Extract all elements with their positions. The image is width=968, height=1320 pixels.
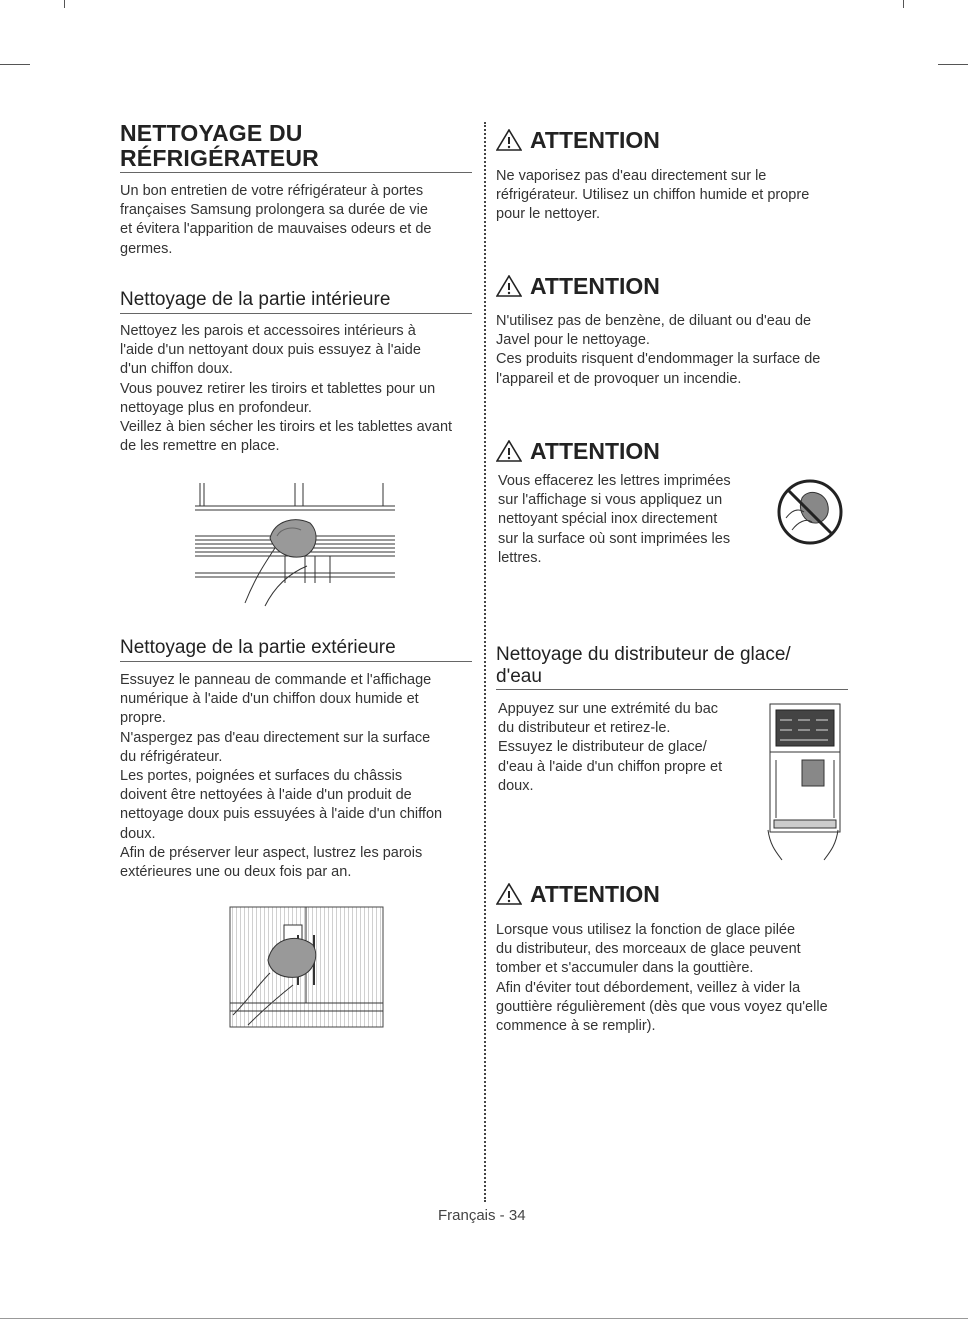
- attention-line: nettoyant spécial inox directement: [498, 511, 718, 528]
- attention-line: tomber et s'accumuler dans la gouttière.: [496, 960, 754, 977]
- attention-heading-4: [496, 880, 660, 908]
- exterior-line: du réfrigérateur.: [120, 748, 223, 765]
- attention-line: réfrigérateur. Utilisez un chiffon humide et propre: [496, 187, 810, 204]
- exterior-line: nettoyage doux puis essuyées à l'aide d'un chiffon: [120, 806, 443, 823]
- intro-line: françaises Samsung prolongera sa durée de vie: [120, 202, 428, 219]
- exterior-line: numérique à l'aide d'un chiffon doux humide et: [120, 691, 419, 708]
- dispenser-line: du distributeur et retirez-le.: [498, 720, 671, 737]
- exterior-cleaning-illustration: [228, 905, 388, 1030]
- intro-line: et évitera l'apparition de mauvaises odeurs et de: [120, 221, 432, 238]
- page-number: Français - 34: [438, 1207, 526, 1224]
- interior-line: Veillez à bien sécher les tiroirs et les tablettes avant: [120, 419, 453, 436]
- warning-triangle-icon: [496, 440, 522, 462]
- dispenser-line: Essuyez le distributeur de glace/: [498, 739, 707, 756]
- column-divider: [484, 122, 486, 1202]
- attention-line: Ne vaporisez pas d'eau directement sur le: [496, 168, 767, 184]
- exterior-heading: Nettoyage de la partie extérieure: [120, 637, 396, 658]
- section-title: [120, 121, 470, 171]
- intro-line: germes.: [120, 240, 173, 257]
- attention-line: gouttière régulièrement (dès que vous voyez qu'elle: [496, 998, 828, 1015]
- attention-text-3: [498, 472, 768, 568]
- attention-line: N'utilisez pas de benzène, de diluant ou d'eau de: [496, 313, 812, 329]
- dispenser-heading: [496, 644, 856, 688]
- exterior-line: doivent être nettoyées à l'aide d'un produit de: [120, 787, 412, 804]
- attention-line: Vous effacerez les lettres imprimées: [498, 473, 731, 489]
- crop-mark-right: [938, 64, 968, 65]
- attention-line: Javel pour le nettoyage.: [496, 332, 650, 349]
- attention-heading-3: [496, 437, 660, 465]
- attention-line: pour le nettoyer.: [496, 206, 600, 223]
- warning-triangle-icon: [496, 129, 522, 151]
- exterior-line: propre.: [120, 710, 166, 727]
- attention-label: ATTENTION: [530, 881, 660, 907]
- interior-heading: Nettoyage de la partie intérieure: [120, 289, 391, 310]
- title-rule: [120, 172, 472, 173]
- attention-text-2: [496, 312, 856, 389]
- interior-line: nettoyage plus en profondeur.: [120, 399, 312, 416]
- attention-line: lettres.: [498, 549, 542, 566]
- attention-heading-2: [496, 272, 660, 300]
- interior-rule: [120, 313, 472, 314]
- exterior-line: extérieures une ou deux fois par an.: [120, 864, 352, 881]
- intro-paragraph: [120, 182, 475, 259]
- exterior-line: Les portes, poignées et surfaces du châssis: [120, 768, 403, 785]
- exterior-line: doux.: [120, 825, 156, 842]
- warning-triangle-icon: [496, 883, 522, 905]
- attention-label: ATTENTION: [530, 127, 660, 153]
- dispenser-line: doux.: [498, 777, 534, 794]
- attention-label: ATTENTION: [530, 438, 660, 464]
- attention-line: du distributeur, des morceaux de glace peuvent: [496, 941, 801, 958]
- dispenser-heading-line1: Nettoyage du distributeur de glace/: [496, 644, 791, 665]
- attention-line: sur la surface où sont imprimées les: [498, 530, 731, 547]
- attention-heading-1: [496, 126, 660, 154]
- interior-line: d'un chiffon doux.: [120, 361, 233, 378]
- attention-line: l'appareil et de provoquer un incendie.: [496, 370, 742, 387]
- attention-line: sur l'affichage si vous appliquez un: [498, 492, 723, 509]
- attention-line: Lorsque vous utilisez la fonction de glace pilée: [496, 922, 796, 938]
- exterior-rule: [120, 661, 472, 662]
- crop-mark-left: [0, 64, 30, 65]
- interior-line: de les remettre en place.: [120, 438, 280, 455]
- interior-line: Nettoyez les parois et accessoires intérieurs à: [120, 323, 416, 339]
- interior-paragraph: [120, 322, 480, 456]
- section-title-line1: NETTOYAGE DU: [120, 120, 303, 146]
- attention-label: ATTENTION: [530, 273, 660, 299]
- dispenser-line: Appuyez sur une extrémité du bac: [498, 701, 719, 717]
- dispenser-illustration: [762, 700, 844, 870]
- exterior-line: Afin de préserver leur aspect, lustrez les parois: [120, 844, 423, 861]
- interior-cleaning-illustration: [195, 478, 400, 608]
- no-spray-cleaner-icon: [776, 478, 844, 546]
- intro-line: Un bon entretien de votre réfrigérateur à portes: [120, 183, 424, 199]
- interior-line: Vous pouvez retirer les tiroirs et tablettes pour un: [120, 380, 436, 397]
- bottom-border: [0, 1318, 968, 1319]
- section-title-line2: RÉFRIGÉRATEUR: [120, 145, 319, 171]
- dispenser-line: d'eau à l'aide d'un chiffon propre et: [498, 758, 723, 775]
- dispenser-paragraph: [498, 700, 758, 796]
- attention-text-4: [496, 921, 866, 1036]
- exterior-paragraph: [120, 671, 480, 882]
- attention-line: Ces produits risquent d'endommager la surface de: [496, 351, 821, 368]
- attention-line: Afin d'éviter tout débordement, veillez à vider la: [496, 979, 801, 996]
- attention-line: commence à se remplir).: [496, 1018, 656, 1035]
- crop-tick-top-left: [64, 0, 65, 8]
- dispenser-heading-line2: d'eau: [496, 666, 542, 687]
- attention-text-1: [496, 167, 856, 225]
- crop-tick-top-right: [903, 0, 904, 8]
- warning-triangle-icon: [496, 275, 522, 297]
- dispenser-rule: [496, 689, 848, 690]
- interior-line: l'aide d'un nettoyant doux puis essuyez à l'aide: [120, 342, 421, 359]
- exterior-line: N'aspergez pas d'eau directement sur la surface: [120, 729, 431, 746]
- exterior-line: Essuyez le panneau de commande et l'affichage: [120, 672, 432, 688]
